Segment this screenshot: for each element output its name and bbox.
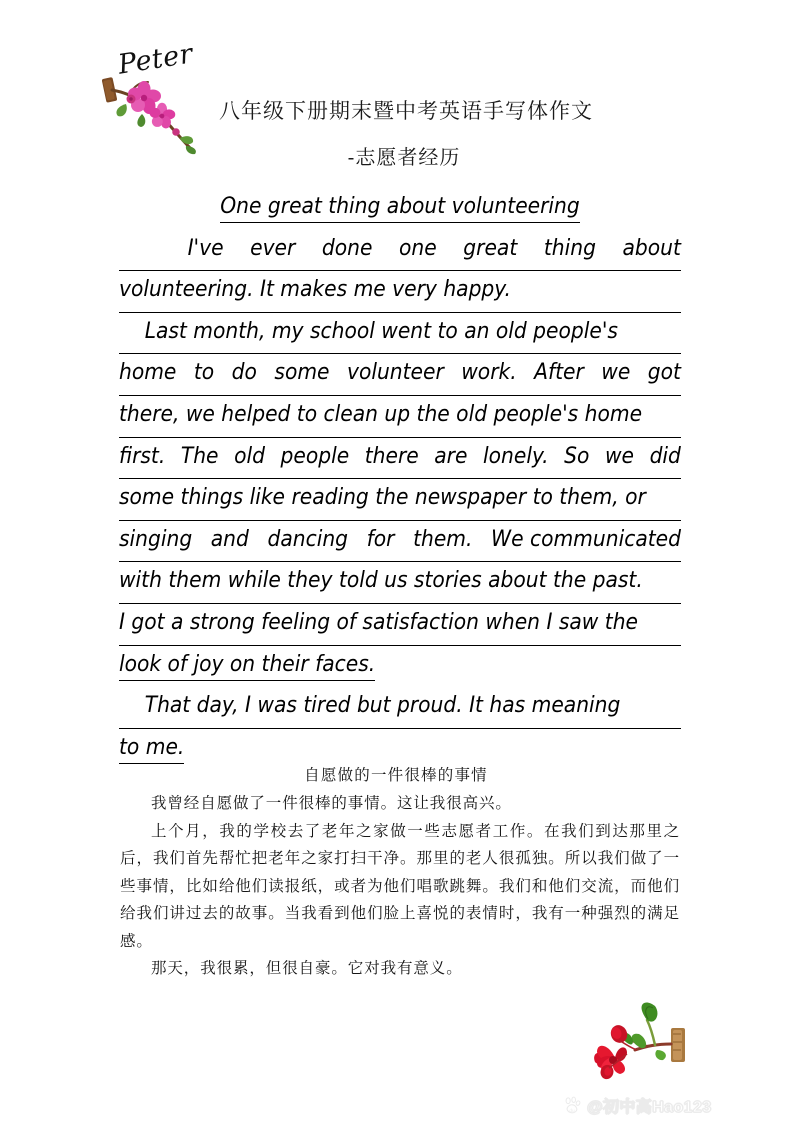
english-word: some [274,359,330,386]
baidu-watermark [563,1094,712,1117]
red-flower-decoration-bottom [585,1000,700,1090]
watermark-text: @初中高Hao123 [587,1099,712,1116]
english-word: done [321,234,373,261]
english-word: we [601,359,631,386]
english-word: I've [187,234,224,261]
english-text-line [119,521,681,563]
title-block [0,98,800,170]
english-line-text: to me. [119,734,184,764]
english-line-text: volunteering. It makes me very happy. [119,276,511,303]
english-line-text: That day, I was tired but proud. It has meaning [119,692,621,719]
english-word: we [604,442,634,469]
english-word: do [231,359,257,386]
english-word: great [463,234,518,261]
english-text-line [119,396,681,438]
english-line-text: Last month, my school went to an old people's [119,317,618,344]
english-line-text: there, we helped to clean up the old people's home [119,400,643,427]
page-subtitle: -志愿者经历 [347,145,461,170]
english-line-text: some things like reading the newspaper to them, or [119,484,646,511]
english-word: first. [119,442,166,469]
english-word: and [210,525,249,552]
english-word: for [366,525,395,552]
english-word: So [564,442,590,469]
page-title: 八年级下册期末暨中考英语手写体作文 [219,99,593,123]
english-word: are [434,442,468,469]
english-text-line [119,313,681,355]
english-text-line [119,354,681,396]
english-text-line [119,479,681,521]
baidu-paw-icon [563,1096,582,1115]
red-flower-branch-icon [585,1000,700,1090]
english-heading-line [119,188,681,230]
english-word: dancing [267,525,349,552]
paragraph-indent [119,230,161,271]
english-line-text: with them while they told us stories about the past. [119,567,643,594]
english-word: there [364,442,419,469]
english-word: The [180,442,219,469]
english-text-line [119,604,681,646]
english-text-line [119,687,681,729]
english-word: thing [543,234,596,261]
english-word: After [534,359,584,386]
english-text-line [119,271,681,313]
signature-peter: Peter [116,38,196,81]
english-word: did [649,442,681,469]
english-text-line [119,562,681,604]
chinese-heading: 自愿做的一件很棒的事情 [304,766,488,784]
chinese-paragraph: 那天，我很累，但很自豪。它对我有意义。 [151,959,463,977]
english-line-text: look of joy on their faces. [119,651,375,681]
chinese-paragraph: 上个月，我的学校去了老年之家做一些志愿者工作。在我们到达那里之后，我们首先帮忙把老年之家打扫干净。那里的老人很孤独。所以我们做了一些事情，比如给他们读报纸，或者为他们唱歌跳舞。我们和他们交流，而他们给我们讲过去的故事。当我看到他们脸上喜悦的表情时，我有一种强烈的满足感。 [120,821,680,950]
chinese-paragraph: 我曾经自愿做了一件很棒的事情。这让我很高兴。 [151,794,512,812]
english-word: old [234,442,265,469]
english-text-line [119,646,681,688]
english-word: singing [119,525,193,552]
english-heading: One great thing about volunteering [220,193,580,223]
english-word: ever [250,234,296,261]
english-word: lonely. [483,442,549,469]
english-word: them. [413,525,473,552]
english-word: We communicated [491,525,681,552]
english-word: home [119,359,177,386]
english-word: one [399,234,437,261]
english-text-line [119,230,681,272]
english-word: got [647,359,681,386]
english-composition [119,188,681,770]
english-word: to [193,359,215,386]
chinese-translation [120,762,680,983]
english-word: about [622,234,681,261]
english-text-line [119,438,681,480]
english-word: people [280,442,350,469]
english-word: volunteer [346,359,444,386]
baidu-brand-text: du [569,1108,575,1114]
english-word: work. [461,359,517,386]
english-line-text: I got a strong feeling of satisfaction when I saw the [119,608,638,635]
